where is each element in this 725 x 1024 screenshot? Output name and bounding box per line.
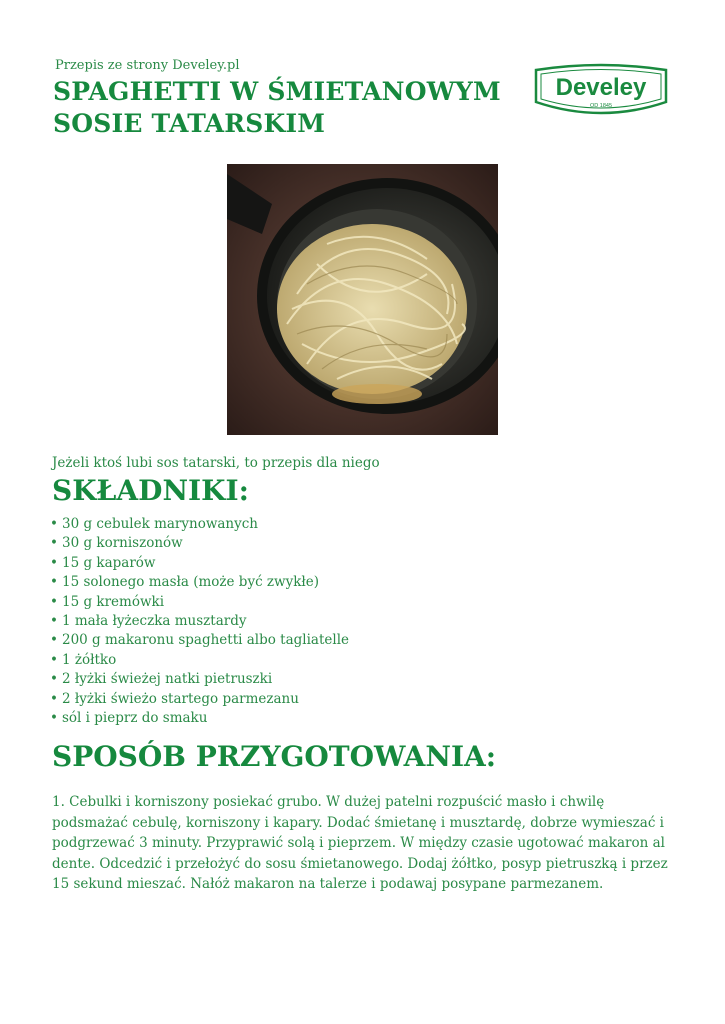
list-item: • 15 g kremówki — [50, 593, 165, 610]
intro-text: Jeżeli ktoś lubi sos tatarski, to przepis dla niego — [52, 455, 380, 471]
source-line: Przepis ze strony Develey.pl — [55, 58, 240, 73]
develey-logo — [532, 62, 670, 120]
ingredients-list — [50, 515, 349, 728]
ingredients-heading: SKŁADNIKI: — [52, 474, 249, 507]
list-item: • 200 g makaronu spaghetti albo tagliatelle — [50, 632, 350, 649]
list-item: • 15 g kaparów — [50, 554, 156, 571]
list-item: • 30 g cebulek marynowanych — [50, 516, 259, 532]
recipe-photo — [227, 164, 498, 435]
list-item: • 2 łyżki świeżej natki pietruszki — [50, 671, 273, 688]
list-item: • 30 g korniszonów — [50, 535, 183, 552]
list-item: • 1 mała łyżeczka musztardy — [50, 613, 247, 630]
list-item: • sól i pieprz do smaku — [50, 710, 208, 727]
method-heading: SPOSÓB PRZYGOTOWANIA: — [52, 740, 497, 773]
list-item: • 2 łyżki świeżo startego parmezanu — [50, 690, 299, 707]
recipe-title: SPAGHETTI W ŚMIETANOWYM SOSIE TATARSKIM — [53, 77, 501, 138]
list-item: • 15 solonego masła (może być zwykłe) — [50, 574, 320, 591]
list-item: • 1 żółtko — [50, 651, 117, 668]
logo-tagline: OD 1845 — [589, 103, 613, 109]
method-text: 1. Cebulki i korniszony posiekać grubo. W dużej patelni rozpuścić masło i chwilę podsmażać cebulę, korniszony i kapary. Dodać śmietanę i musztardę, dobrze wymieszać i podgrzewać 3 minuty. Przyprawić solą i pieprzem. W między czasie ugotować makaron al dente. Odcedzić i przełożyć do sosu śmietanowego. Dodaj żółtko, posyp pietruszką i przez 15 sekund mieszać. Nałóż makaron na talerze i podawaj posypane parmezanem. — [52, 794, 668, 892]
logo-brand: Develey — [555, 74, 647, 101]
